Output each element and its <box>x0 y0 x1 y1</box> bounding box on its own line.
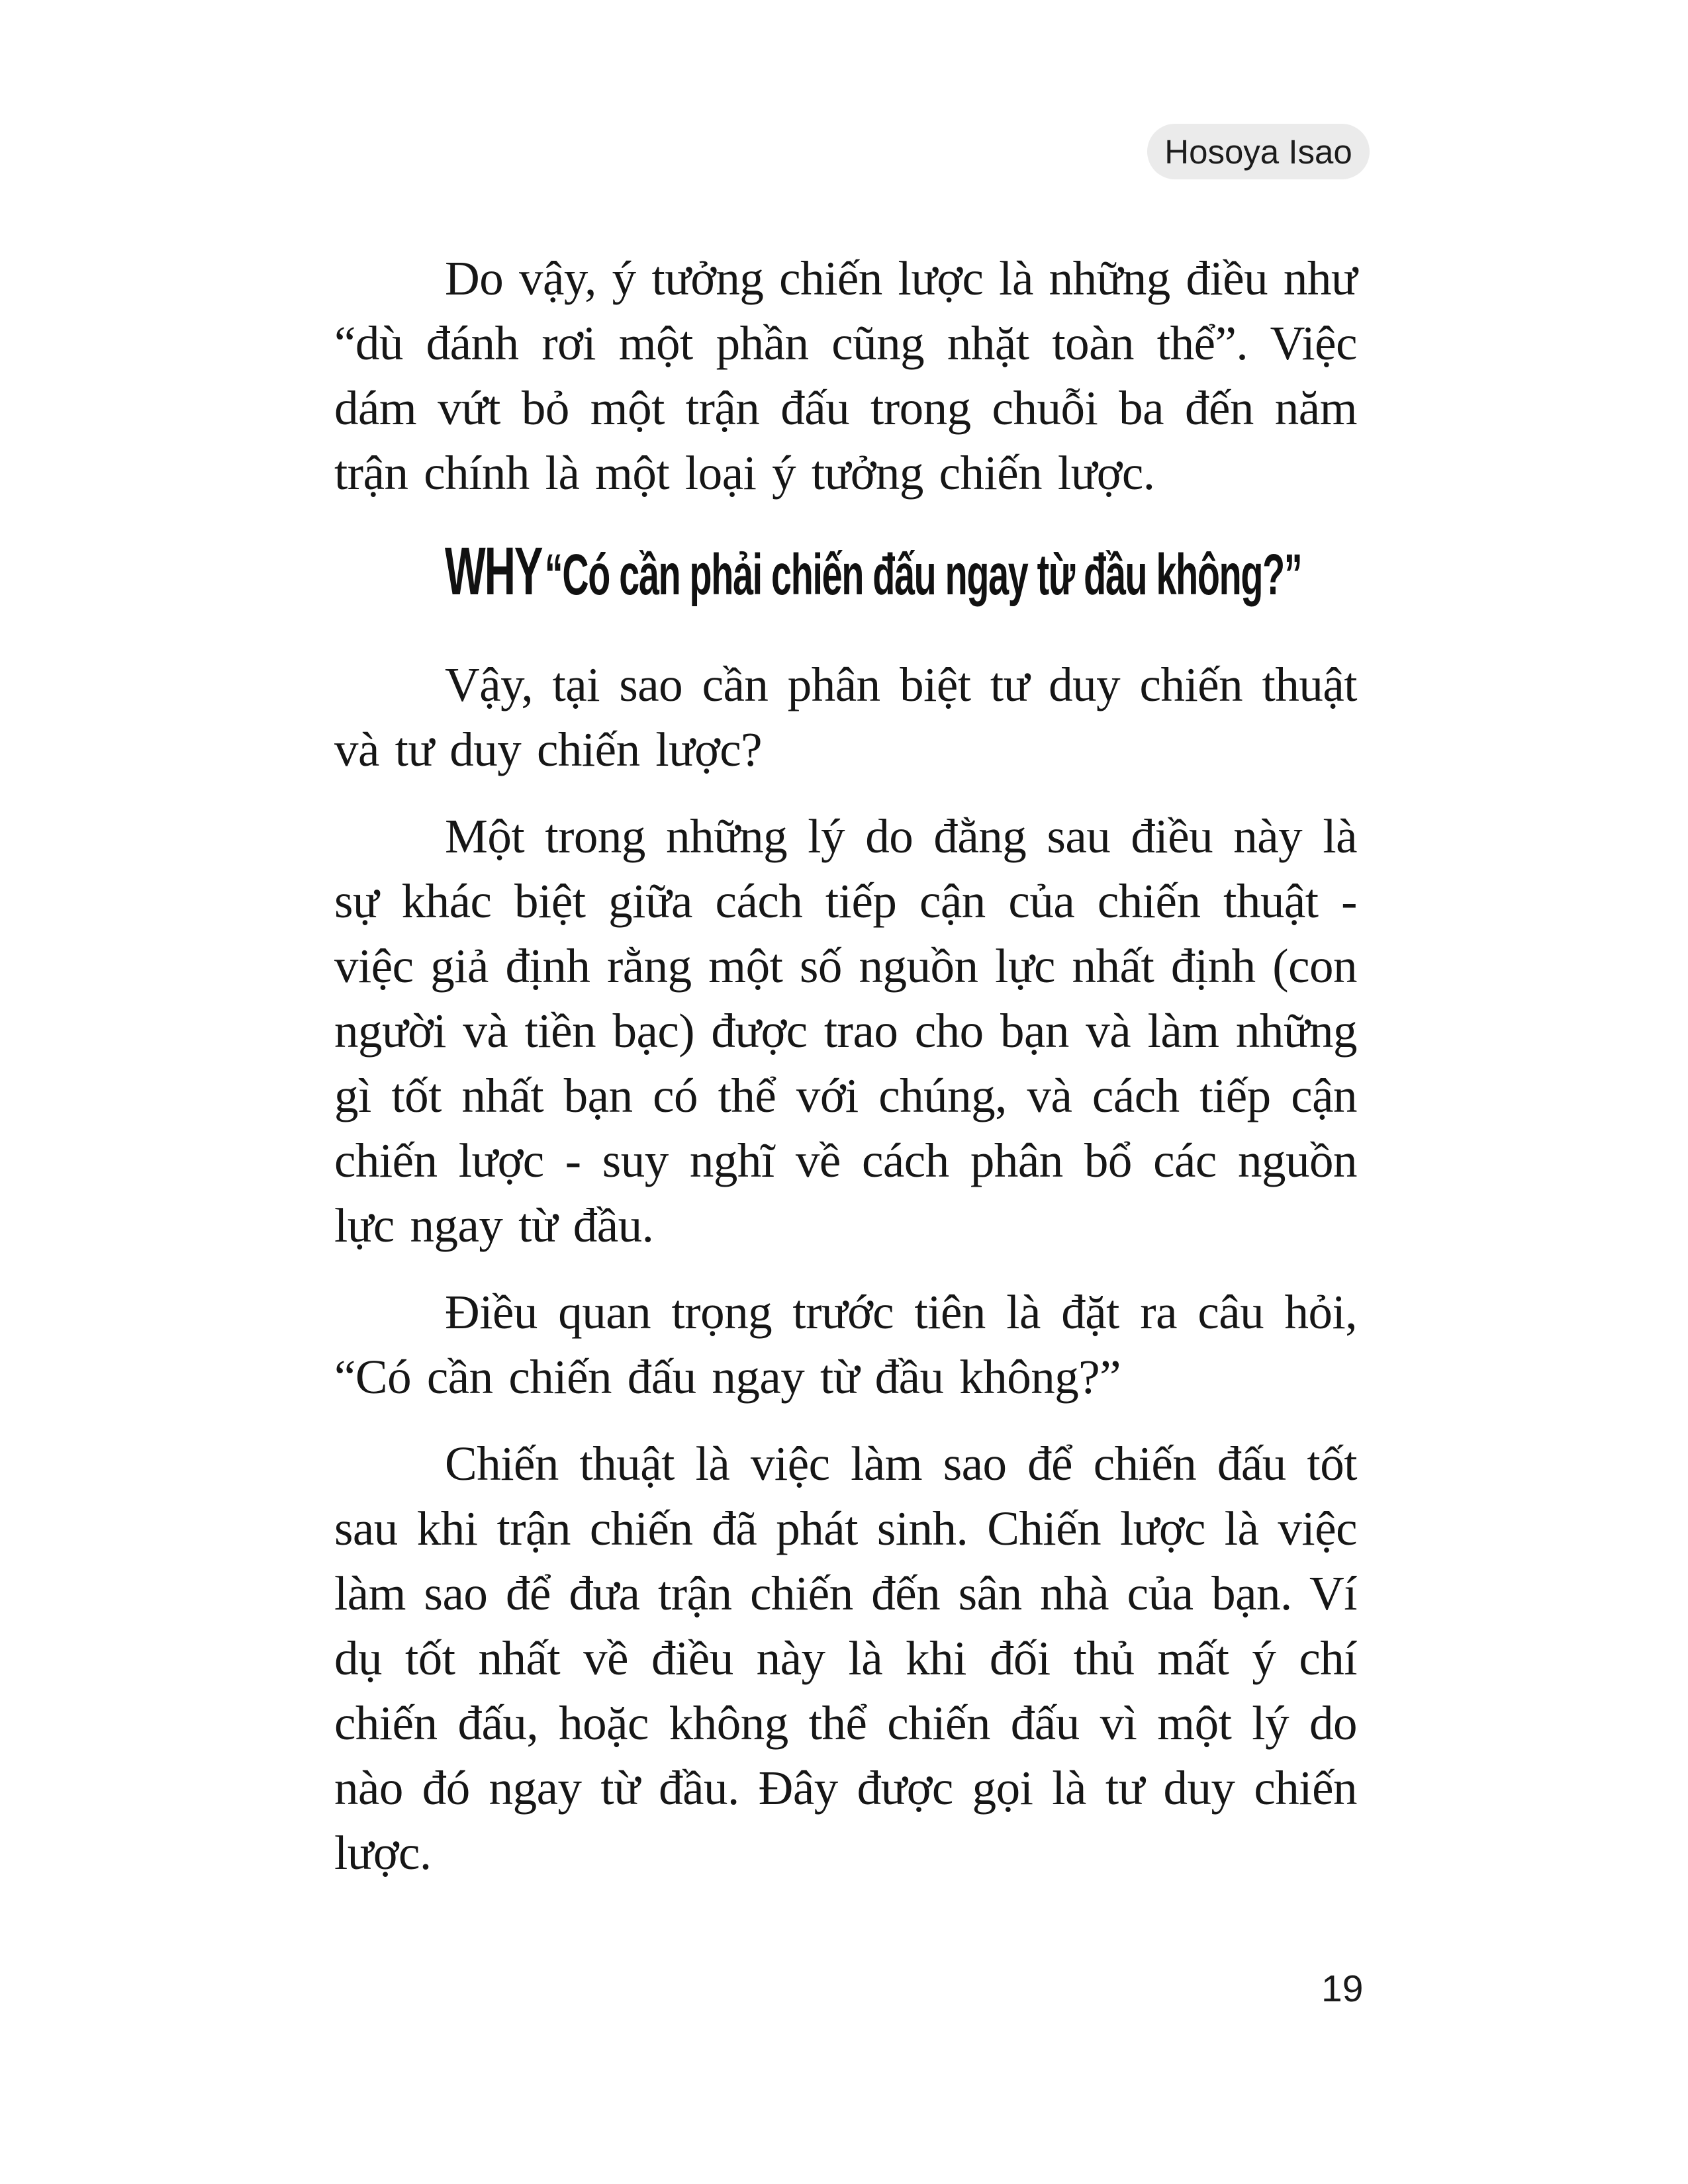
author-name: Hosoya Isao <box>1164 132 1352 171</box>
paragraph: Do vậy, ý tưởng chiến lược là những điều như “dù đánh rơi một phần cũng nhặt toàn thể”. Việc dám vứt bỏ một trận đấu trong chuỗi ba đến năm trận chính là một loại ý tưởng chiến lược. <box>334 251 1357 500</box>
page-number: 19 <box>1321 1968 1364 2010</box>
paragraph: Một trong những lý do đằng sau điều này là sự khác biệt giữa cách tiếp cận của chiến thuật - việc giả định rằng một số nguồn lực nhất định (con người và tiền bạc) được trao cho bạn và làm những gì tốt nhất bạn có thể với chúng, và cách tiếp cận chiến lược - suy nghĩ về cách phân bổ các nguồn lực ngay từ đầu. <box>334 809 1357 1252</box>
paragraph: Điều quan trọng trước tiên là đặt ra câu hỏi, “Có cần chiến đấu ngay từ đầu không?” <box>334 1285 1357 1404</box>
section-heading <box>334 535 1357 626</box>
page-content <box>334 246 1357 1886</box>
author-badge <box>1147 124 1370 179</box>
paragraph: Vậy, tại sao cần phân biệt tư duy chiến thuật và tư duy chiến lược? <box>334 658 1357 776</box>
heading-question: “Có cần phải chiến đấu ngay từ đầu không?” <box>544 543 1302 607</box>
section-heading-inner <box>445 535 1301 626</box>
paragraph: Chiến thuật là việc làm sao để chiến đấu tốt sau khi trận chiến đã phát sinh. Chiến lược là việc làm sao để đưa trận chiến đến sân nhà của bạn. Ví dụ tốt nhất về điều này là khi đối thủ mất ý chí chiến đấu, hoặc không thể chiến đấu vì một lý do nào đó ngay từ đầu. Đây được gọi là tư duy chiến lược. <box>334 1437 1357 1880</box>
heading-why-label: WHY <box>445 533 542 609</box>
